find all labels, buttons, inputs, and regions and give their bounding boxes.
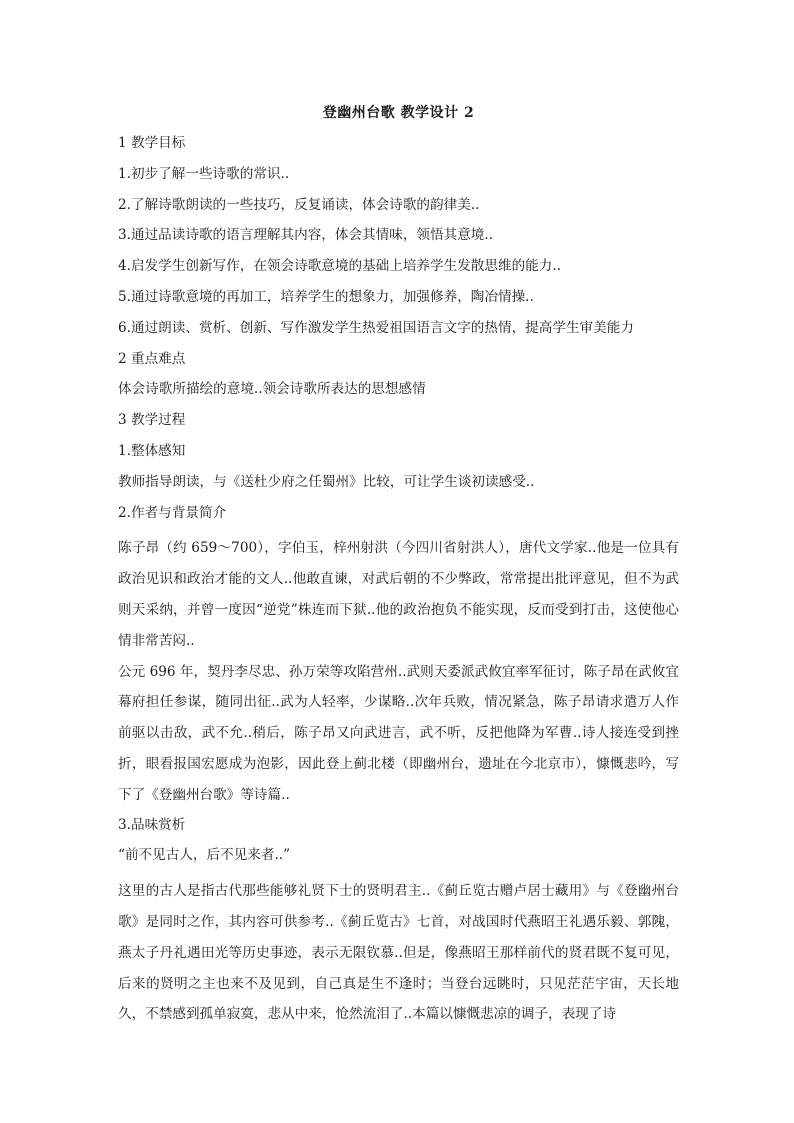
- subheading-perception: 1.整体感知: [118, 442, 186, 459]
- goal-item: 4.启发学生创新写作，在领会诗歌意境的基础上培养学生发散思维的能力..: [118, 258, 562, 275]
- subheading-appreciation: 3.品味赏析: [118, 816, 186, 833]
- page-title: 登幽州台歌 教学设计 2: [322, 105, 475, 121]
- perception-text: 教师指导朗读，与《送杜少府之任蜀州》比较，可让学生谈初读感受..: [118, 473, 535, 490]
- goal-item: 1.初步了解一些诗歌的常识..: [118, 165, 290, 182]
- section-heading-goals: 1 教学目标: [118, 135, 186, 151]
- appreciation-paragraph: 这里的古人是指古代那些能够礼贤下士的贤明君主..《蓟丘览古赠卢居士藏用》与《登幽州台歌》是同时之作，其内容可供参考..《蓟丘览古》七首，对战国时代燕昭王礼遇乐毅、郭隗，燕太子丹礼遇田光等历史事迹，表示无限钦慕..但是，像燕昭王那样前代的贤君既不复可见，后来的贤明之主也来不及见到，自己真是生不逢时；当登台远眺时，只见茫茫宇宙，天长地久，不禁感到孤单寂寞，悲从中来，怆然流泪了..本篇以慷慨悲凉的调子，表现了诗: [118, 883, 679, 1023]
- subheading-author: 2.作者与背景简介: [118, 504, 227, 521]
- section-heading-key-points: 2 重点难点: [118, 350, 186, 367]
- key-points-text: 体会诗歌所描绘的意境..领会诗歌所表达的思想感情: [118, 381, 426, 398]
- goal-item: 3.通过品读诗歌的语言理解其内容，体会其情味，领悟其意境..: [118, 227, 494, 244]
- author-paragraph-1: 陈子昂（约 659～700），字伯玉，梓州射洪（今四川省射洪人），唐代文学家..他是一位具有政治见识和政治才能的文人..他敢直谏，对武后朝的不少弊政，常常提出批评意见，但不为武则天采纳，并曾一度因“逆党”株连而下狱..他的政治抱负不能实现，反而受到打击，这使他心情非常苦闷..: [118, 540, 679, 649]
- goal-item: 6.通过朗读、赏析、创新、写作激发学生热爱祖国语言文字的热情，提高学生审美能力: [118, 319, 634, 336]
- author-paragraph-2: 公元 696 年，契丹李尽忠、孙万荣等攻陷营州..武则天委派武攸宜率军征讨，陈子昂在武攸宜幕府担任参谋，随同出征..武为人轻率，少谋略..次年兵败，情况紧急，陈子昂请求遣万人作前驱以击敌，武不允..稍后，陈子昂又向武进言，武不听，反把他降为军曹..诗人接连受到挫折，眼看报国宏愿成为泡影，因此登上蓟北楼（即幽州台，遗址在今北京市），慷慨悲吟，写下了《登幽州台歌》等诗篇..: [118, 663, 679, 803]
- goal-item: 2.了解诗歌朗读的一些技巧，反复诵读，体会诗歌的韵律美..: [118, 196, 480, 213]
- section-heading-process: 3 教学过程: [118, 412, 186, 429]
- poem-quote: “前不见古人，后不见来者..”: [118, 847, 291, 864]
- goal-item: 5.通过诗歌意境的再加工，培养学生的想象力，加强修养，陶冶情操..: [118, 288, 534, 305]
